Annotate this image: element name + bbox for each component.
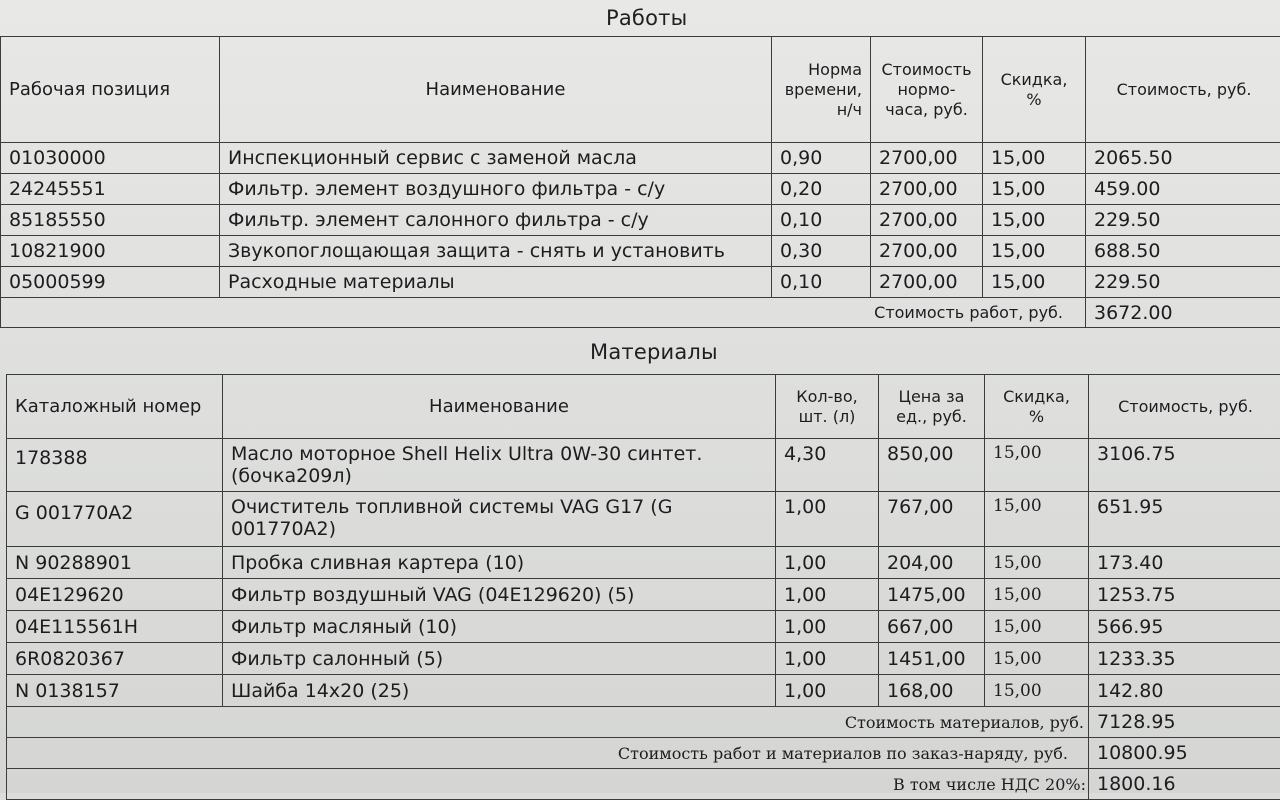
material-catalog: 04E129620: [7, 579, 223, 611]
works-total-value: 3672.00: [1086, 298, 1280, 328]
material-name: Фильтр салонный (5): [223, 643, 776, 675]
material-discount: 15,00: [985, 439, 1089, 492]
materials-header-qty: Кол-во, шт. (л): [776, 375, 879, 439]
table-row: [7, 643, 1280, 675]
works-header-hour-cost: Стоимость нормо-часа, руб.: [871, 37, 983, 143]
material-cost: 1233.35: [1089, 643, 1280, 675]
material-name: Очиститель топливной системы VAG G17 (G 001770A2): [223, 492, 776, 547]
table-row: [7, 439, 1280, 492]
work-hour-cost: 2700,00: [871, 205, 983, 236]
works-header-row: [1, 37, 1280, 143]
material-price: 1451,00: [879, 643, 985, 675]
vat-row: [7, 769, 1280, 800]
table-row: [1, 143, 1280, 174]
materials-total-row: [7, 707, 1280, 738]
material-name: Масло моторное Shell Helix Ultra 0W-30 синтет. (бочка209л): [223, 439, 776, 492]
works-total-row: [1, 298, 1280, 328]
material-name: Фильтр масляный (10): [223, 611, 776, 643]
order-total-row: [7, 738, 1280, 769]
material-price: 1475,00: [879, 579, 985, 611]
material-qty: 1,00: [776, 579, 879, 611]
work-time-norm: 0,10: [772, 267, 871, 298]
materials-header-catalog: Каталожный номер: [7, 375, 223, 439]
work-cost: 459.00: [1086, 174, 1280, 205]
table-row: [1, 174, 1280, 205]
work-discount: 15,00: [983, 174, 1086, 205]
material-discount: 15,00: [985, 643, 1089, 675]
vat-value: 1800.16: [1089, 769, 1280, 800]
work-name: Инспекционный сервис с заменой масла: [220, 143, 772, 174]
material-qty: 1,00: [776, 492, 879, 547]
material-catalog: N 90288901: [7, 547, 223, 579]
works-header-time-norm: Норма времени, н/ч: [772, 37, 871, 143]
materials-table: [6, 374, 1280, 800]
materials-header-cost: Стоимость, руб.: [1089, 375, 1280, 439]
work-hour-cost: 2700,00: [871, 174, 983, 205]
work-hour-cost: 2700,00: [871, 236, 983, 267]
order-total-value: 10800.95: [1089, 738, 1280, 769]
work-cost: 229.50: [1086, 267, 1280, 298]
materials-total-label: Стоимость материалов, руб.: [7, 707, 1089, 738]
work-name: Фильтр. элемент воздушного фильтра - с/у: [220, 174, 772, 205]
work-time-norm: 0,90: [772, 143, 871, 174]
material-qty: 1,00: [776, 611, 879, 643]
material-discount: 15,00: [985, 579, 1089, 611]
material-catalog: N 0138157: [7, 675, 223, 707]
work-name: Фильтр. элемент салонного фильтра - с/у: [220, 205, 772, 236]
works-total-label: Стоимость работ, руб.: [1, 298, 1086, 328]
work-position: 05000599: [1, 267, 220, 298]
materials-total-value: 7128.95: [1089, 707, 1280, 738]
table-row: [1, 205, 1280, 236]
material-qty: 1,00: [776, 547, 879, 579]
table-row: [1, 267, 1280, 298]
work-hour-cost: 2700,00: [871, 143, 983, 174]
material-catalog: 6R0820367: [7, 643, 223, 675]
work-name: Расходные материалы: [220, 267, 772, 298]
work-cost: 229.50: [1086, 205, 1280, 236]
material-discount: 15,00: [985, 492, 1089, 547]
table-row: [7, 611, 1280, 643]
works-header-cost: Стоимость, руб.: [1086, 37, 1280, 143]
work-position: 24245551: [1, 174, 220, 205]
materials-header-row: [7, 375, 1280, 439]
works-title: Работы: [606, 6, 687, 30]
work-time-norm: 0,20: [772, 174, 871, 205]
works-header-discount: Скидка, %: [983, 37, 1086, 143]
work-discount: 15,00: [983, 267, 1086, 298]
material-cost: 173.40: [1089, 547, 1280, 579]
material-cost: 142.80: [1089, 675, 1280, 707]
materials-title: Материалы: [590, 340, 718, 364]
work-discount: 15,00: [983, 236, 1086, 267]
material-cost: 1253.75: [1089, 579, 1280, 611]
material-discount: 15,00: [985, 675, 1089, 707]
materials-header-discount: Скидка, %: [985, 375, 1089, 439]
material-catalog: G 001770A2: [7, 492, 223, 547]
table-row: [7, 547, 1280, 579]
material-cost: 651.95: [1089, 492, 1280, 547]
material-name: Шайба 14x20 (25): [223, 675, 776, 707]
table-row: [1, 236, 1280, 267]
table-row: [7, 579, 1280, 611]
material-qty: 1,00: [776, 643, 879, 675]
material-catalog: 04E115561H: [7, 611, 223, 643]
work-name: Звукопоглощающая защита - снять и установить: [220, 236, 772, 267]
material-name: Пробка сливная картера (10): [223, 547, 776, 579]
work-hour-cost: 2700,00: [871, 267, 983, 298]
works-header-name: Наименование: [220, 37, 772, 143]
material-price: 204,00: [879, 547, 985, 579]
works-header-position: Рабочая позиция: [1, 37, 220, 143]
work-time-norm: 0,30: [772, 236, 871, 267]
material-catalog: 178388: [7, 439, 223, 492]
work-discount: 15,00: [983, 143, 1086, 174]
material-qty: 4,30: [776, 439, 879, 492]
material-discount: 15,00: [985, 611, 1089, 643]
material-price: 767,00: [879, 492, 985, 547]
order-total-label: Стоимость работ и материалов по заказ-наряду, руб.: [7, 738, 1089, 769]
work-position: 85185550: [1, 205, 220, 236]
material-price: 168,00: [879, 675, 985, 707]
table-row: [7, 675, 1280, 707]
materials-header-name: Наименование: [223, 375, 776, 439]
work-position: 01030000: [1, 143, 220, 174]
work-position: 10821900: [1, 236, 220, 267]
material-name: Фильтр воздушный VAG (04E129620) (5): [223, 579, 776, 611]
work-time-norm: 0,10: [772, 205, 871, 236]
material-cost: 566.95: [1089, 611, 1280, 643]
works-table: [0, 36, 1280, 328]
work-discount: 15,00: [983, 205, 1086, 236]
materials-header-price: Цена за ед., руб.: [879, 375, 985, 439]
material-price: 667,00: [879, 611, 985, 643]
material-discount: 15,00: [985, 547, 1089, 579]
work-cost: 688.50: [1086, 236, 1280, 267]
material-qty: 1,00: [776, 675, 879, 707]
work-cost: 2065.50: [1086, 143, 1280, 174]
material-cost: 3106.75: [1089, 439, 1280, 492]
vat-label: В том числе НДС 20%:: [7, 769, 1089, 800]
material-price: 850,00: [879, 439, 985, 492]
table-row: [7, 492, 1280, 547]
